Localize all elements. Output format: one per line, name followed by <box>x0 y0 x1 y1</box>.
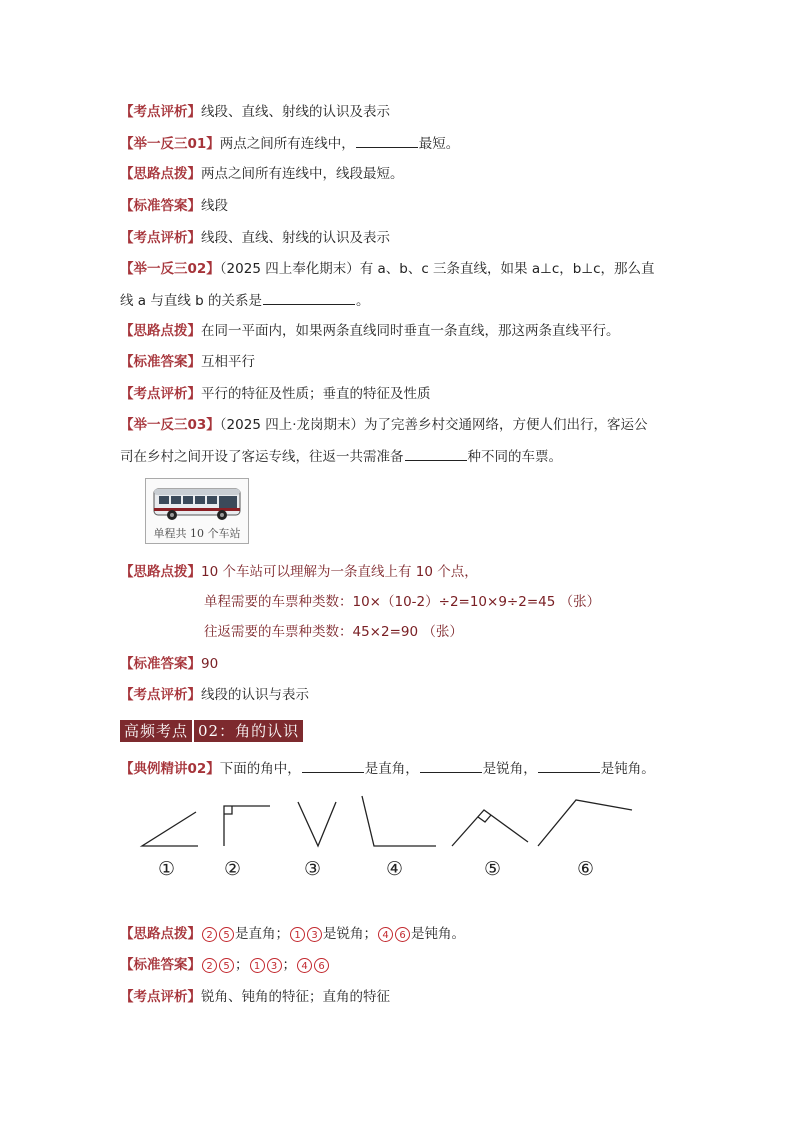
example-question <box>120 758 655 779</box>
review-text: 平行的特征及性质；垂直的特征及性质 <box>201 386 431 402</box>
example-tag: 【典例精讲02】 <box>120 761 220 777</box>
hint-line-3b: 单程需要的车票种类数：10×（10-2）÷2=10×9÷2=45 （张） <box>204 594 601 610</box>
answer-blank[interactable] <box>302 758 364 773</box>
practice-question-1 <box>120 133 459 154</box>
banner-right: 02：角的认识 <box>194 720 303 742</box>
angle-2 <box>224 806 270 846</box>
practice-question-3-line2 <box>120 446 562 467</box>
circled-number: 2 <box>202 927 217 942</box>
practice-question-2-line2 <box>120 290 370 311</box>
hint-tag: 【思路点拨】 <box>120 564 201 580</box>
practice-question-2-line1 <box>120 259 655 279</box>
review-text: 锐角、钝角的特征；直角的特征 <box>201 989 390 1005</box>
question-text: 种不同的车票。 <box>467 449 562 465</box>
review-tag: 【考点评析】 <box>120 104 201 120</box>
circled-number: 2 <box>202 958 217 973</box>
hint-tag: 【思路点拨】 <box>120 166 201 182</box>
review-line-1 <box>120 102 390 122</box>
hint-text: 两点之间所有连线中，线段最短。 <box>201 166 404 182</box>
circled-number: 6 <box>314 958 329 973</box>
bus-icon <box>146 479 248 525</box>
separator: ； <box>282 957 296 973</box>
question-text: 。 <box>356 293 370 309</box>
question-text: 是锐角， <box>482 761 537 777</box>
review-line-3 <box>120 384 431 404</box>
review-line-2 <box>120 228 390 248</box>
practice-question-3-line1 <box>120 415 648 435</box>
hint-text: 是钝角。 <box>411 926 465 942</box>
banner-left: 高频考点 <box>120 720 192 742</box>
answer-text: 90 <box>201 656 219 672</box>
angle-label-6: ⑥ <box>577 858 595 880</box>
circled-number: 1 <box>290 927 305 942</box>
circled-number: 3 <box>267 958 282 973</box>
angle-label-1: ① <box>158 858 176 880</box>
circled-number: 4 <box>378 927 393 942</box>
hint-line-1 <box>120 164 404 184</box>
review-text: 线段的认识与表示 <box>201 687 309 703</box>
hint-text: 10 个车站可以理解为一条直线上有 10 个点， <box>201 564 478 580</box>
answer-line-3 <box>120 654 218 674</box>
answer-line-4 <box>120 955 330 975</box>
practice-tag: 【举一反三01】 <box>120 136 220 152</box>
circled-number: 1 <box>250 958 265 973</box>
question-text: 线 a 与直线 b 的关系是 <box>120 293 263 309</box>
bus-caption: 单程共 10 个车站 <box>153 527 241 540</box>
answer-blank[interactable] <box>263 290 355 305</box>
answer-blank[interactable] <box>420 758 482 773</box>
circled-number: 3 <box>307 927 322 942</box>
answer-text: 互相平行 <box>201 354 255 370</box>
hint-text: 是锐角； <box>323 926 377 942</box>
review-text: 线段、直线、射线的认识及表示 <box>201 104 390 120</box>
angle-3 <box>298 802 336 846</box>
review-tag: 【考点评析】 <box>120 386 201 402</box>
angle-4 <box>362 796 436 846</box>
angle-1 <box>142 812 198 846</box>
hint-text: 在同一平面内，如果两条直线同时垂直一条直线，那这两条直线平行。 <box>201 323 620 339</box>
answer-tag: 【标准答案】 <box>120 198 201 214</box>
question-text: （2025 四上奉化期末）有 a、b、c 三条直线，如果 a⊥c，b⊥c，那么直 <box>219 261 655 277</box>
angle-label-2: ② <box>224 858 242 880</box>
hint-tag: 【思路点拨】 <box>120 323 201 339</box>
right-angle-marker-2 <box>224 806 232 814</box>
angle-label-4: ④ <box>386 858 404 880</box>
circled-number: 4 <box>297 958 312 973</box>
question-text: （2025 四上·龙岗期末）为了完善乡村交通网络，方便人们出行，客运公 <box>219 417 648 433</box>
review-line-5 <box>120 987 390 1007</box>
question-text: 最短。 <box>418 136 460 152</box>
circled-number: 5 <box>219 958 234 973</box>
answer-tag: 【标准答案】 <box>120 354 201 370</box>
question-text: 是钝角。 <box>600 761 655 777</box>
review-tag: 【考点评析】 <box>120 687 201 703</box>
review-tag: 【考点评析】 <box>120 230 201 246</box>
question-text: 两点之间所有连线中， <box>219 136 355 152</box>
review-tag: 【考点评析】 <box>120 989 201 1005</box>
answer-line-1 <box>120 196 228 216</box>
question-text: 司在乡村之间开设了客运专线，往返一共需准备 <box>120 449 404 465</box>
circled-number: 6 <box>395 927 410 942</box>
hint-text: 是直角； <box>235 926 289 942</box>
answer-blank[interactable] <box>538 758 600 773</box>
separator: ； <box>235 957 249 973</box>
angle-figures <box>120 788 640 880</box>
answer-tag: 【标准答案】 <box>120 656 201 672</box>
answer-tag: 【标准答案】 <box>120 957 201 973</box>
angle-6 <box>538 800 632 846</box>
answer-line-2 <box>120 352 255 372</box>
review-text: 线段、直线、射线的认识及表示 <box>201 230 390 246</box>
right-angle-marker-5 <box>478 815 491 822</box>
answer-blank[interactable] <box>356 133 418 148</box>
hint-line-2 <box>120 321 620 341</box>
practice-tag: 【举一反三02】 <box>120 261 220 277</box>
question-text: 下面的角中， <box>219 761 301 777</box>
section-banner <box>120 720 303 742</box>
answer-blank[interactable] <box>405 446 467 461</box>
hint-tag: 【思路点拨】 <box>120 926 201 942</box>
hint-line-3 <box>120 562 478 582</box>
bus-illustration <box>145 478 249 544</box>
practice-tag: 【举一反三03】 <box>120 417 220 433</box>
hint-line-4 <box>120 924 465 944</box>
circled-number: 5 <box>219 927 234 942</box>
angle-label-5: ⑤ <box>484 858 502 880</box>
angle-label-3: ③ <box>304 858 322 880</box>
answer-text: 线段 <box>201 198 228 214</box>
question-text: 是直角， <box>364 761 419 777</box>
review-line-4 <box>120 685 309 705</box>
hint-line-3c: 往返需要的车票种类数：45×2=90 （张） <box>204 624 463 640</box>
